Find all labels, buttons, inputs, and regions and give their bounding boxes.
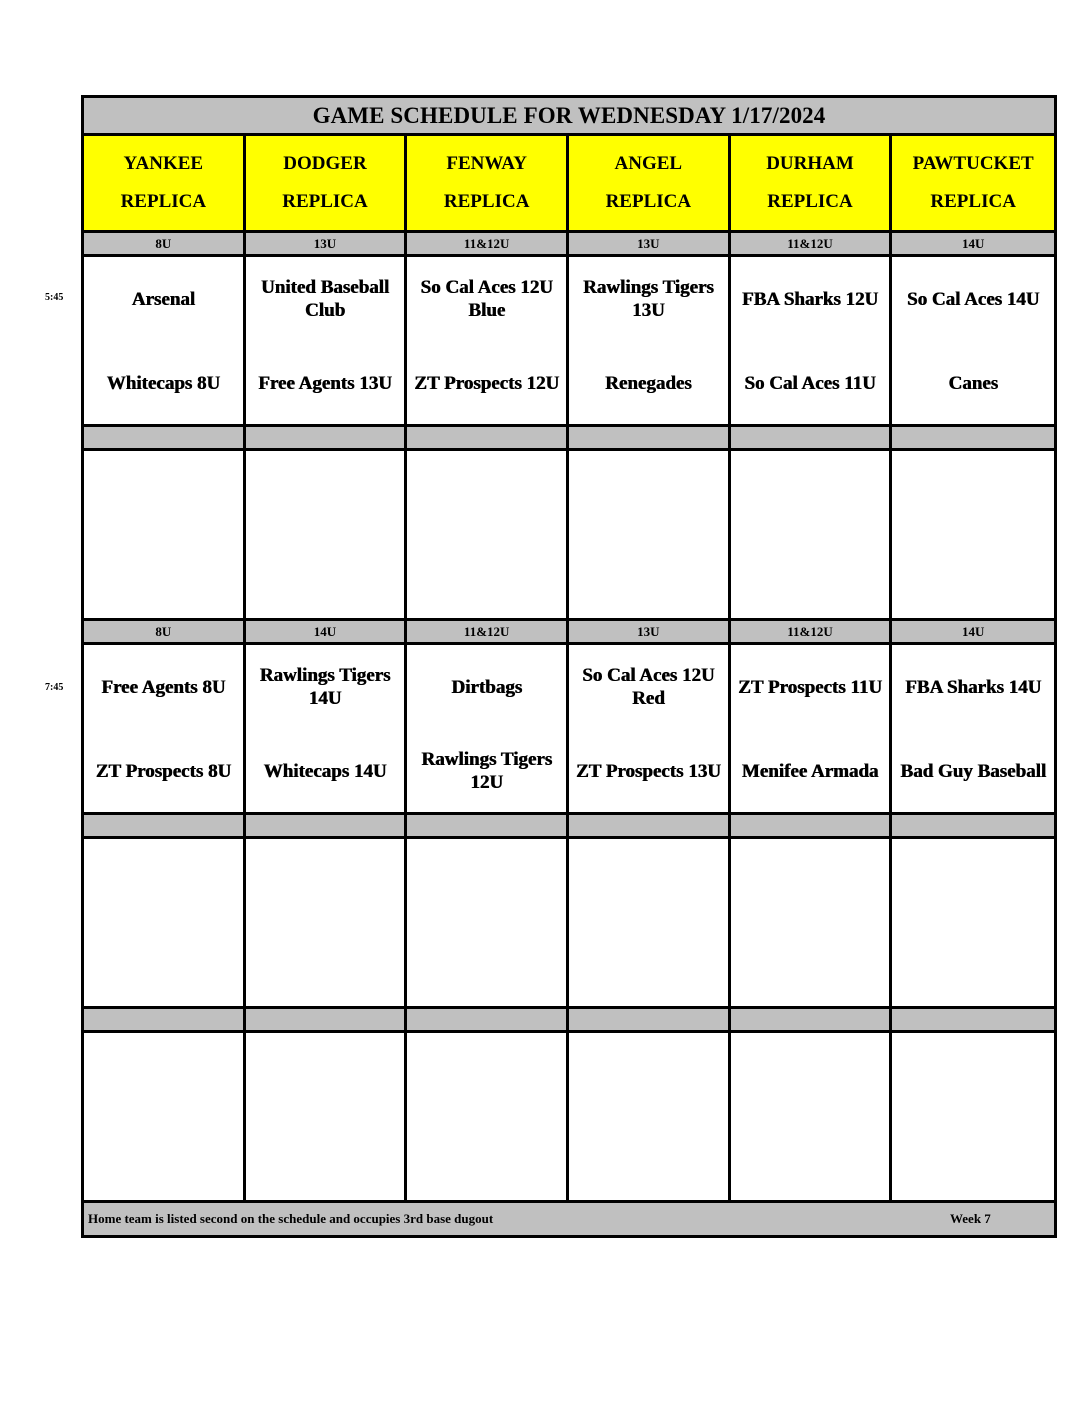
game-cell — [407, 257, 569, 425]
age-division: 13U — [569, 233, 731, 254]
away-team: Dirtbags — [451, 676, 523, 698]
empty-cell — [407, 839, 569, 1006]
game-cell — [246, 257, 408, 425]
game-cell — [569, 257, 731, 425]
field-header — [892, 136, 1054, 230]
game-row — [84, 645, 1054, 815]
field-type: REPLICA — [443, 191, 530, 212]
field-type: REPLICA — [120, 191, 207, 212]
empty-cell — [569, 839, 731, 1006]
age-division-row-empty — [84, 815, 1054, 839]
age-division — [407, 1009, 569, 1030]
field-name: DURHAM — [766, 153, 854, 174]
field-name: ANGEL — [614, 153, 683, 174]
away-team: Free Agents 8U — [101, 676, 226, 698]
field-type: REPLICA — [282, 191, 368, 212]
age-division: 14U — [961, 235, 985, 251]
field-type: REPLICA — [767, 191, 853, 212]
empty-cell — [892, 839, 1054, 1006]
home-team: Whitecaps 14U — [263, 760, 387, 782]
field-name: DODGER — [283, 153, 367, 174]
empty-cell — [246, 451, 408, 618]
home-team: ZT Prospects 13U — [575, 760, 721, 782]
empty-cell — [569, 1033, 731, 1200]
age-division: 8U — [84, 233, 246, 254]
field-name: YANKEE — [123, 153, 204, 174]
age-division — [246, 815, 408, 836]
schedule-table — [81, 95, 1057, 1238]
home-team: So Cal Aces 11U — [744, 372, 876, 394]
empty-cell — [731, 839, 893, 1006]
schedule-title-bar — [84, 98, 1054, 136]
field-header-row — [84, 136, 1054, 233]
age-division: 14U — [961, 623, 985, 639]
field-header — [731, 136, 893, 230]
away-team: FBA Sharks 12U — [741, 288, 879, 310]
empty-game-row — [84, 839, 1054, 1009]
age-division: 11&12U — [731, 621, 893, 642]
empty-cell — [84, 839, 246, 1006]
age-division — [731, 815, 893, 836]
age-division-row — [84, 621, 1054, 645]
empty-cell — [892, 451, 1054, 618]
field-header — [246, 136, 408, 230]
empty-game-row — [84, 1033, 1054, 1203]
game-cell — [84, 257, 246, 425]
age-division: 11&12U — [407, 621, 569, 642]
age-division-row-empty — [84, 427, 1054, 451]
age-division — [569, 427, 731, 448]
game-cell — [84, 645, 246, 813]
age-division — [246, 1009, 408, 1030]
field-name: FENWAY — [446, 153, 527, 174]
age-division — [569, 1009, 731, 1030]
week-label: Week 7 — [950, 1211, 991, 1226]
age-division — [892, 1009, 1054, 1030]
age-division: 8U — [84, 621, 246, 642]
age-division: 11&12U — [731, 233, 893, 254]
age-division — [84, 815, 246, 836]
age-division: 11&12U — [407, 233, 569, 254]
empty-cell — [731, 451, 893, 618]
empty-cell — [246, 1033, 408, 1200]
empty-cell — [246, 839, 408, 1006]
footer-bar — [84, 1203, 1054, 1235]
empty-cell — [731, 1033, 893, 1200]
away-team: United Baseball Club — [260, 277, 390, 321]
empty-cell — [84, 1033, 246, 1200]
field-type: REPLICA — [930, 191, 1016, 212]
field-type: REPLICA — [605, 191, 692, 212]
footer-note: Home team is listed second on the schedule and occupies 3rd base dugout — [88, 1211, 494, 1226]
age-division-row — [84, 233, 1054, 257]
age-division — [84, 1009, 246, 1030]
home-team: Rawlings Tigers 12U — [421, 749, 553, 793]
time-label-slot-1: 5:45 — [45, 292, 64, 303]
game-row — [84, 257, 1054, 427]
game-cell — [731, 645, 893, 813]
home-team: Menifee Armada — [741, 760, 879, 782]
field-header — [569, 136, 731, 230]
page-title: GAME SCHEDULE FOR WEDNESDAY 1/17/2024 — [312, 102, 826, 128]
game-cell — [731, 257, 893, 425]
home-team: ZT Prospects 12U — [414, 372, 560, 394]
game-cell — [892, 257, 1054, 425]
away-team: Rawlings Tigers 14U — [259, 665, 391, 709]
away-team: So Cal Aces 12U Blue — [420, 277, 553, 321]
home-team: Free Agents 13U — [258, 372, 392, 394]
game-cell — [569, 645, 731, 813]
age-division — [892, 815, 1054, 836]
home-team: Whitecaps 8U — [106, 372, 221, 394]
field-header — [407, 136, 569, 230]
age-division — [246, 427, 408, 448]
home-team: Bad Guy Baseball — [900, 760, 1047, 782]
age-division — [731, 427, 893, 448]
away-team: FBA Sharks 14U — [905, 676, 1042, 698]
game-cell — [246, 645, 408, 813]
empty-cell — [407, 451, 569, 618]
home-team: Canes — [948, 372, 998, 394]
field-header — [84, 136, 246, 230]
game-cell — [892, 645, 1054, 813]
age-division: 13U — [569, 621, 731, 642]
age-division-row-empty — [84, 1009, 1054, 1033]
empty-cell — [84, 451, 246, 618]
empty-cell — [569, 451, 731, 618]
field-name: PAWTUCKET — [912, 153, 1034, 174]
age-division: 13U — [246, 233, 408, 254]
away-team: So Cal Aces 12U Red — [582, 665, 715, 709]
empty-game-row — [84, 451, 1054, 621]
away-team: Rawlings Tigers 13U — [582, 277, 714, 321]
age-division — [407, 427, 569, 448]
age-division: 14U — [246, 621, 408, 642]
age-division — [407, 815, 569, 836]
home-team: ZT Prospects 8U — [95, 760, 232, 782]
empty-cell — [892, 1033, 1054, 1200]
age-division — [569, 815, 731, 836]
away-team: Arsenal — [131, 288, 195, 310]
age-division — [84, 427, 246, 448]
away-team: So Cal Aces 14U — [906, 288, 1040, 310]
home-team: Renegades — [605, 372, 692, 394]
age-division — [892, 427, 1054, 448]
away-team: ZT Prospects 11U — [738, 676, 882, 698]
time-label-slot-2: 7:45 — [45, 682, 64, 693]
age-division — [731, 1009, 893, 1030]
game-cell — [407, 645, 569, 813]
empty-cell — [407, 1033, 569, 1200]
